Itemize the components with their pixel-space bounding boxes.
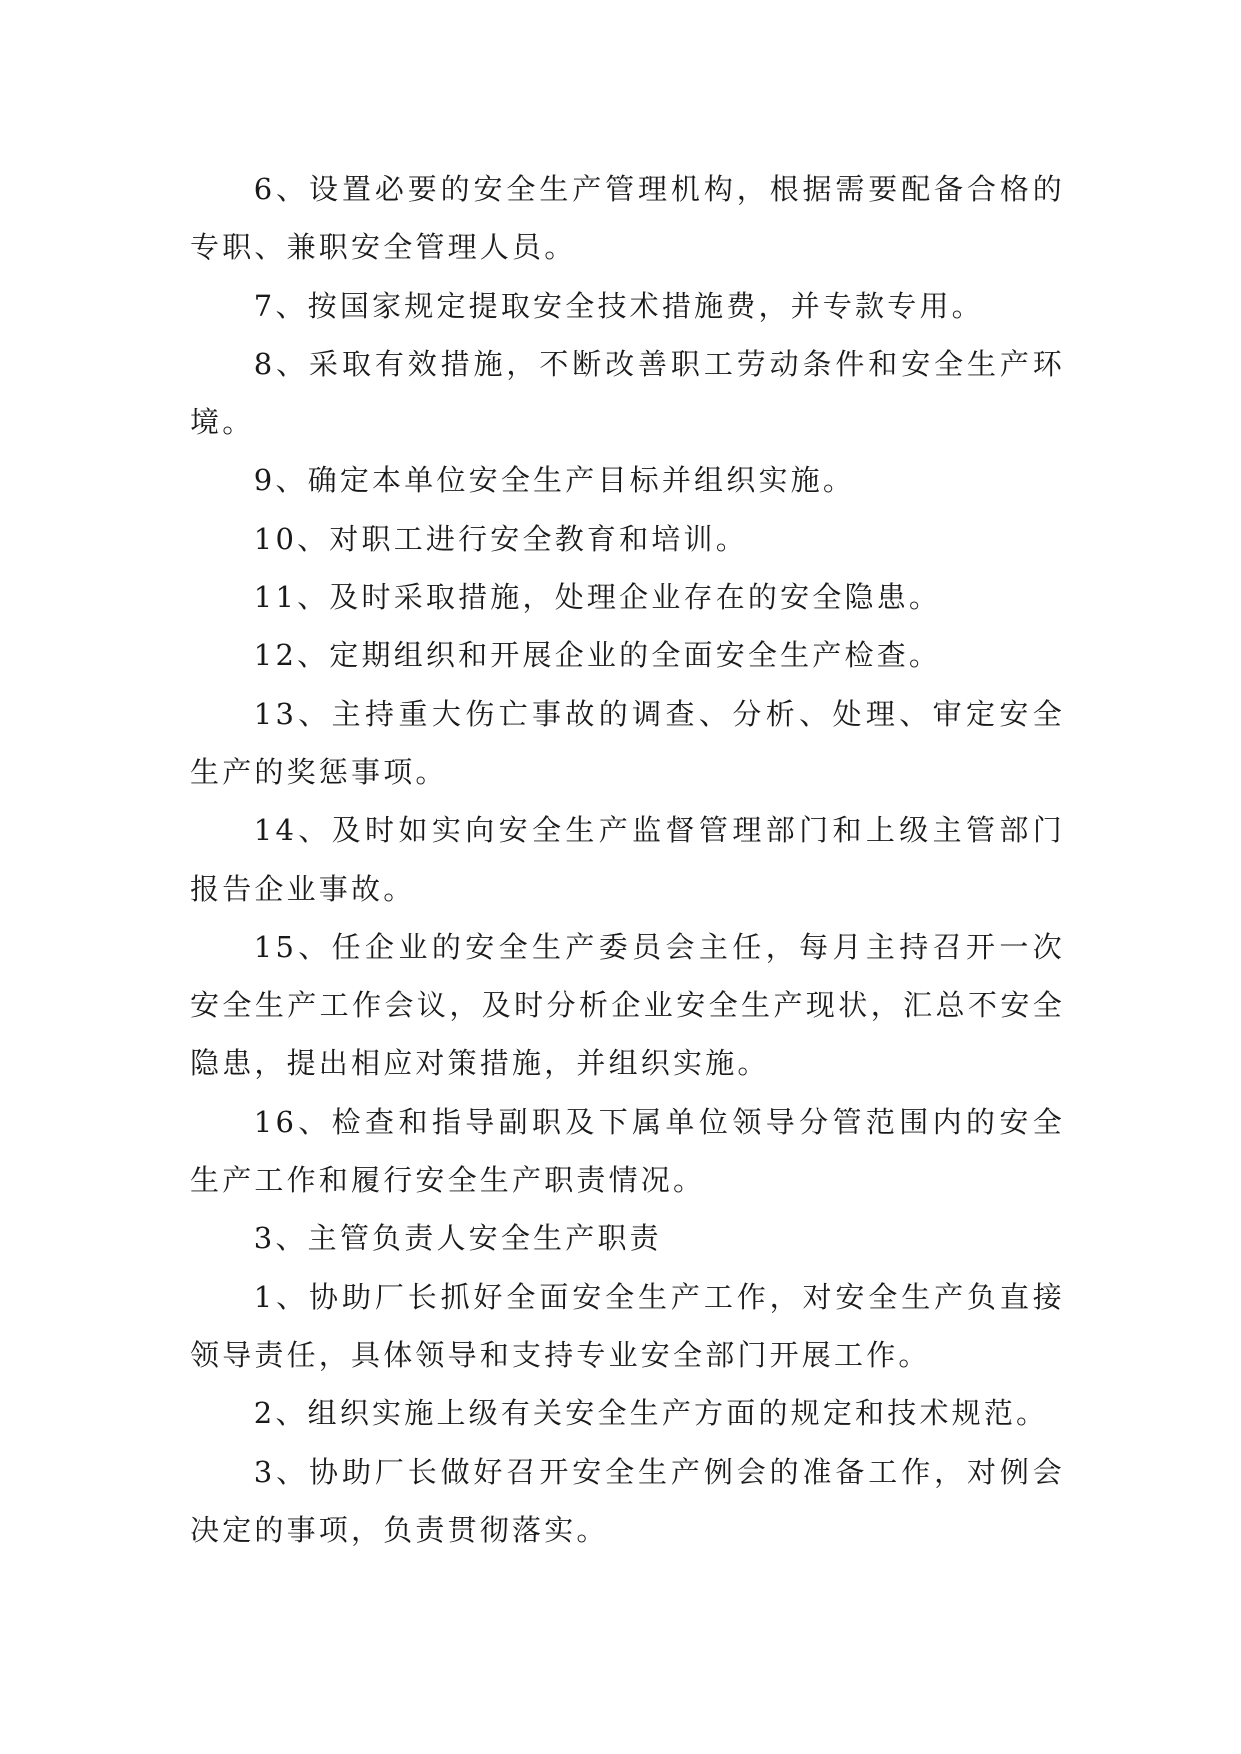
paragraph-3-safety-meetings: 3、协助厂长做好召开安全生产例会的准备工作，对例会决定的事项，负责贯彻落实。 bbox=[190, 1454, 1065, 1547]
document-body bbox=[190, 160, 1065, 1559]
paragraph-6-safety-organization: 6、设置必要的安全生产管理机构，根据需要配备合格的专职、兼职安全管理人员。 bbox=[190, 172, 1065, 265]
paragraph-12-safety-inspection: 12、定期组织和开展企业的全面安全生产检查。 bbox=[253, 638, 942, 673]
paragraph-2-implement-regulations: 2、组织实施上级有关安全生产方面的规定和技术规范。 bbox=[253, 1396, 1049, 1431]
section-heading-supervisor-duties: 3、主管负责人安全生产职责 bbox=[253, 1221, 662, 1256]
paragraph-15-safety-committee: 15、任企业的安全生产委员会主任，每月主持召开一次安全生产工作会议，及时分析企业安全生产现状，汇总不安全隐患，提出相应对策措施，并组织实施。 bbox=[190, 929, 1065, 1081]
paragraph-13-accident-investigation: 13、主持重大伤亡事故的调查、分析、处理、审定安全生产的奖惩事项。 bbox=[190, 696, 1065, 789]
paragraph-14-accident-reporting: 14、及时如实向安全生产监督管理部门和上级主管部门报告企业事故。 bbox=[190, 813, 1065, 906]
paragraph-9-safety-targets: 9、确定本单位安全生产目标并组织实施。 bbox=[253, 463, 856, 498]
paragraph-10-safety-training: 10、对职工进行安全教育和培训。 bbox=[253, 521, 748, 556]
paragraph-1-assist-director: 1、协助厂长抓好全面安全生产工作，对安全生产负直接领导责任，具体领导和支持专业安全部门开展工作。 bbox=[190, 1279, 1065, 1372]
paragraph-11-hazard-handling: 11、及时采取措施，处理企业存在的安全隐患。 bbox=[253, 580, 942, 615]
paragraph-7-safety-funds: 7、按国家规定提取安全技术措施费，并专款专用。 bbox=[253, 288, 984, 323]
paragraph-8-working-conditions: 8、采取有效措施，不断改善职工劳动条件和安全生产环境。 bbox=[190, 346, 1065, 440]
paragraph-16-supervision: 16、检查和指导副职及下属单位领导分管范围内的安全生产工作和履行安全生产职责情况。 bbox=[190, 1104, 1065, 1198]
